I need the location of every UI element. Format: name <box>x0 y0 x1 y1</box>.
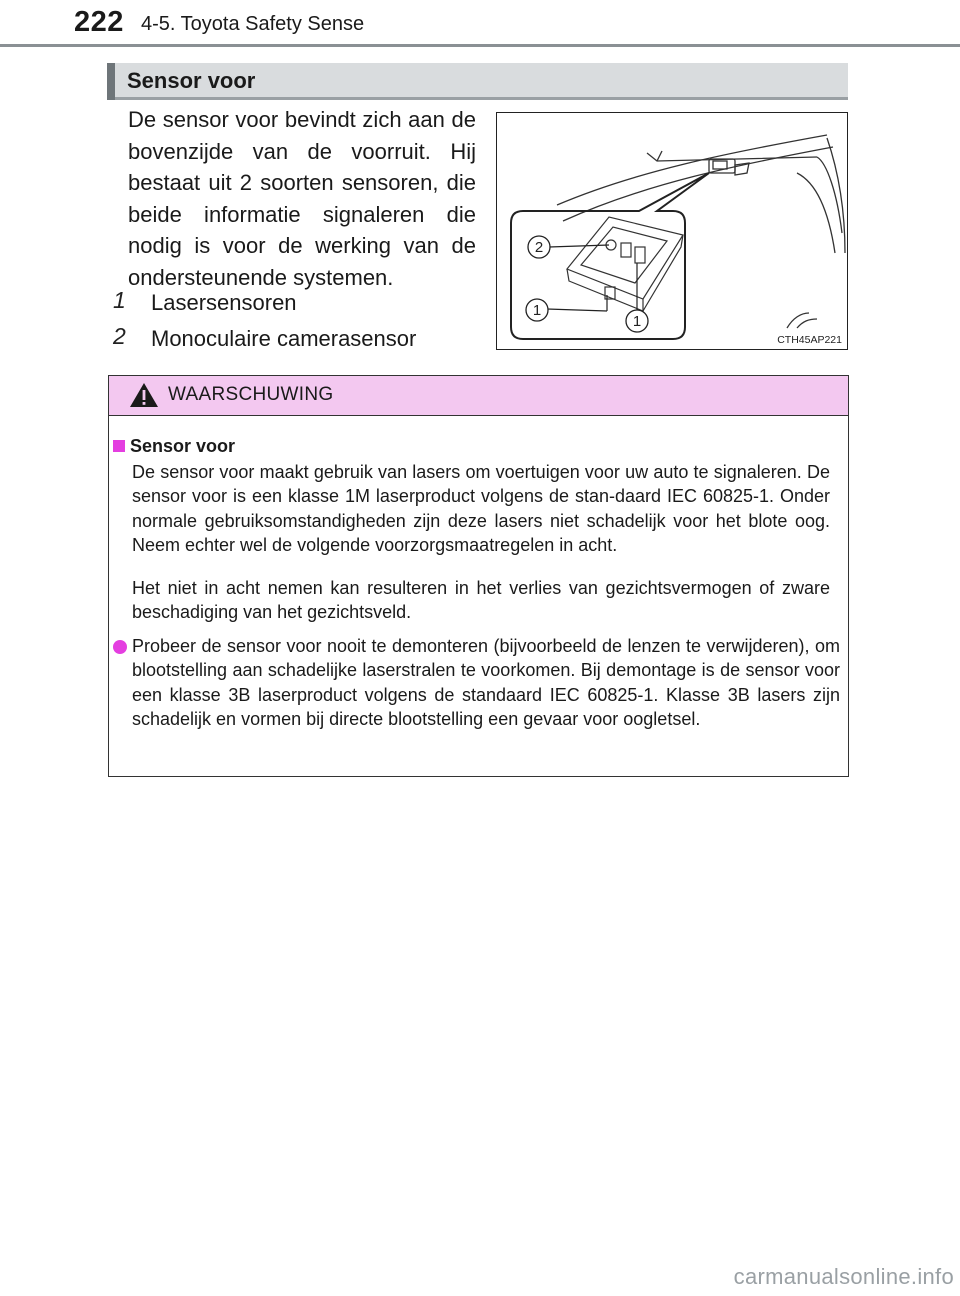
section-bar-accent <box>107 63 115 100</box>
legend-number: 2 <box>113 323 126 349</box>
legend-number: 1 <box>113 287 126 313</box>
warning-box <box>108 375 849 777</box>
warning-subheading <box>113 436 235 457</box>
sensor-illustration <box>496 112 848 350</box>
section-title-bar <box>107 63 848 100</box>
warning-header <box>109 376 848 416</box>
intro-paragraph: De sensor voor bevindt zich aan de bovenzijde van de voorruit. Hij bestaat uit 2 soorten sensoren, die beide informatie signaleren die nodig is voor de werking van de ondersteunende systemen. <box>128 107 476 290</box>
round-bullet-icon <box>113 640 127 654</box>
callout-1: 1 <box>532 302 542 319</box>
page-number: 222 <box>74 6 124 38</box>
warning-label: WAARSCHUWING <box>168 384 334 405</box>
windshield-sensor-drawing <box>497 113 849 351</box>
running-title: 4-5. Toyota Safety Sense <box>141 13 365 35</box>
header-rule <box>0 44 960 47</box>
warning-triangle-icon <box>129 382 159 408</box>
section-title: Sensor voor <box>127 68 256 93</box>
warning-heading-text: Sensor voor <box>130 436 236 456</box>
callout-1: 1 <box>632 313 642 330</box>
legend-text: Lasersensoren <box>151 290 297 315</box>
figure-code: CTH45AP221 <box>777 334 842 346</box>
legend-text: Monoculaire camerasensor <box>151 326 417 351</box>
warning-paragraph: Het niet in acht nemen kan resulteren in het verlies van gezichtsvermogen of zware beschadiging van het gezichtsveld. <box>132 578 830 623</box>
warning-paragraph: De sensor voor maakt gebruik van lasers om voertuigen voor uw auto te signaleren. De sensor voor is een klasse 1M laserproduct volgens de stan-daard IEC 60825-1. Onder normale gebruiksomstandigheden zijn deze lasers niet schadelijk voor het blote oog. Neem echter wel de volgende voorzorgsmaatregelen in acht. <box>132 462 830 556</box>
callout-2: 2 <box>534 239 544 256</box>
square-bullet-icon <box>113 440 125 452</box>
warning-bullet-text: Probeer de sensor voor nooit te demonteren (bijvoorbeeld de lenzen te verwijderen), om blootstelling aan schadelijke laserstralen te voorkomen. Bij demontage is de sensor voor een klasse 3B laserproduct volgens de standaard IEC 60825-1. Klasse 3B lasers zijn schadelijk en vormen bij directe blootstelling een gevaar voor oogletsel. <box>132 636 840 730</box>
watermark: carmanualsonline.info <box>733 1264 954 1289</box>
